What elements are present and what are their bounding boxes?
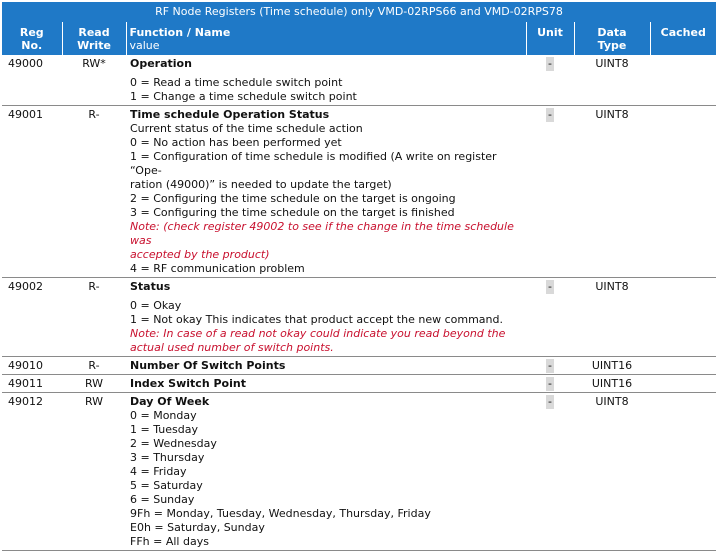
- note-line: accepted by the product): [130, 248, 270, 261]
- table-title: RF Node Registers (Time schedule) only VMD-02RPS66 and VMD-02RPS78: [2, 2, 716, 22]
- unit: -: [526, 357, 574, 375]
- data-type: UINT16: [574, 375, 650, 393]
- value-line: 0 = Read a time schedule switch point: [130, 76, 343, 89]
- header-read-write: Read Write: [62, 22, 126, 55]
- function-cell: [126, 357, 526, 375]
- value-line: 1 = Not okay This indicates that product accept the new command.: [130, 313, 503, 326]
- value-line: 4 = Friday: [130, 465, 187, 478]
- reg-number: 49002: [2, 278, 62, 357]
- function-name: Operation: [130, 57, 192, 70]
- register-table: [2, 22, 716, 551]
- value-line: 1 = Change a time schedule switch point: [130, 90, 357, 103]
- read-write: RW: [62, 375, 126, 393]
- reg-number: 49011: [2, 375, 62, 393]
- value-line: 5 = Saturday: [130, 479, 203, 492]
- cached: [650, 106, 716, 278]
- table-row: [2, 278, 716, 357]
- reg-number: 49010: [2, 357, 62, 375]
- data-type: UINT16: [574, 357, 650, 375]
- function-cell: [126, 55, 526, 106]
- value-line: 6 = Sunday: [130, 493, 195, 506]
- read-write: RW: [62, 393, 126, 551]
- value-line: 4 = RF communication problem: [130, 262, 305, 275]
- function-name: Day Of Week: [130, 395, 210, 408]
- function-cell: [126, 375, 526, 393]
- table-row: [2, 393, 716, 551]
- value-line: 3 = Thursday: [130, 451, 205, 464]
- unit: -: [526, 106, 574, 278]
- value-line: Current status of the time schedule action: [130, 122, 363, 135]
- data-type: UINT8: [574, 106, 650, 278]
- value-line: 2 = Wednesday: [130, 437, 217, 450]
- value-line: 0 = No action has been performed yet: [130, 136, 342, 149]
- header-cached: Cached: [650, 22, 716, 55]
- function-cell: [126, 278, 526, 357]
- read-write: R-: [62, 278, 126, 357]
- value-line: 9Fh = Monday, Tuesday, Wednesday, Thursday, Friday: [130, 507, 431, 520]
- data-type: UINT8: [574, 393, 650, 551]
- data-type: UINT8: [574, 278, 650, 357]
- value-line: 0 = Okay: [130, 299, 182, 312]
- unit: -: [526, 55, 574, 106]
- cached: [650, 357, 716, 375]
- function-name: Number Of Switch Points: [130, 359, 286, 372]
- function-cell: [126, 393, 526, 551]
- function-name: Index Switch Point: [130, 377, 246, 390]
- note-line: actual used number of switch points.: [130, 341, 334, 354]
- read-write: RW*: [62, 55, 126, 106]
- register-document: [2, 2, 716, 551]
- unit: -: [526, 393, 574, 551]
- value-line: 1 = Configuration of time schedule is modified (A write on register “Ope-: [130, 150, 497, 177]
- value-line: ration (49000)” is needed to update the target): [130, 178, 392, 191]
- value-line: 0 = Monday: [130, 409, 197, 422]
- table-row: [2, 375, 716, 393]
- read-write: R-: [62, 106, 126, 278]
- cached: [650, 55, 716, 106]
- header-unit: Unit: [526, 22, 574, 55]
- value-line: E0h = Saturday, Sunday: [130, 521, 265, 534]
- table-row: [2, 357, 716, 375]
- value-line: 1 = Tuesday: [130, 423, 198, 436]
- function-name: Time schedule Operation Status: [130, 108, 330, 121]
- data-type: UINT8: [574, 55, 650, 106]
- unit: -: [526, 375, 574, 393]
- value-line: 3 = Configuring the time schedule on the target is finished: [130, 206, 455, 219]
- note-line: Note: (check register 49002 to see if the change in the time schedule was: [130, 220, 514, 247]
- unit: -: [526, 278, 574, 357]
- table-row: [2, 55, 716, 106]
- reg-number: 49000: [2, 55, 62, 106]
- header-function: Function / Name value: [126, 22, 526, 55]
- read-write: R-: [62, 357, 126, 375]
- table-row: [2, 106, 716, 278]
- value-line: 2 = Configuring the time schedule on the target is ongoing: [130, 192, 456, 205]
- header-reg-no: Reg No.: [2, 22, 62, 55]
- reg-number: 49001: [2, 106, 62, 278]
- cached: [650, 393, 716, 551]
- note-line: Note: In case of a read not okay could indicate you read beyond the: [130, 327, 506, 340]
- function-cell: [126, 106, 526, 278]
- cached: [650, 278, 716, 357]
- function-name: Status: [130, 280, 171, 293]
- value-line: FFh = All days: [130, 535, 209, 548]
- cached: [650, 375, 716, 393]
- header-data-type: Data Type: [574, 22, 650, 55]
- header-row: [2, 22, 716, 55]
- reg-number: 49012: [2, 393, 62, 551]
